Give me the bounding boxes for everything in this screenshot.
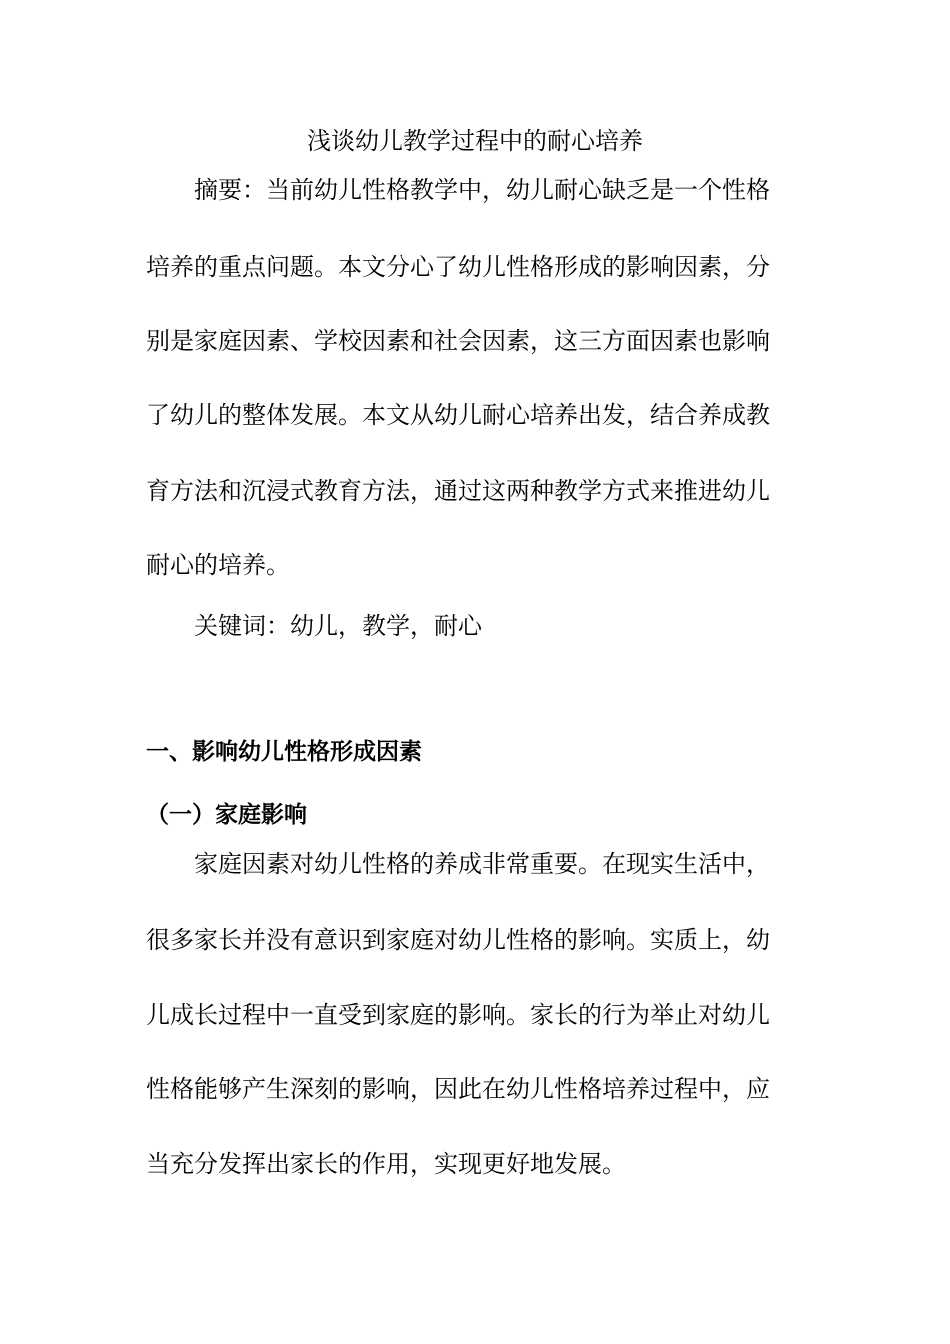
section-heading: 一、影响幼儿性格形成因素 <box>146 739 422 765</box>
subsection-heading: （一）家庭影响 <box>146 802 307 828</box>
body-line: 性格能够产生深刻的影响，因此在幼儿性格培养过程中，应 <box>146 1075 770 1103</box>
body-line: 儿成长过程中一直受到家庭的影响。家长的行为举止对幼儿 <box>146 1001 770 1029</box>
abstract-line: 了幼儿的整体发展。本文从幼儿耐心培养出发，结合养成教 <box>146 401 770 429</box>
abstract-line: 育方法和沉浸式教育方法，通过这两种教学方式来推进幼儿 <box>146 477 770 505</box>
document-title: 浅谈幼儿教学过程中的耐心培养 <box>307 127 643 155</box>
abstract-line: 别是家庭因素、学校因素和社会因素，这三方面因素也影响 <box>146 327 770 355</box>
body-line: 当充分发挥出家长的作用，实现更好地发展。 <box>146 1150 626 1178</box>
keywords-line: 关键词：幼儿，教学，耐心 <box>194 612 482 640</box>
abstract-line: 摘要：当前幼儿性格教学中，幼儿耐心缺乏是一个性格 <box>194 176 770 204</box>
body-line: 很多家长并没有意识到家庭对幼儿性格的影响。实质上，幼 <box>146 926 770 954</box>
abstract-line: 耐心的培养。 <box>146 551 290 579</box>
body-line: 家庭因素对幼儿性格的养成非常重要。在现实生活中， <box>194 850 770 878</box>
abstract-line: 培养的重点问题。本文分心了幼儿性格形成的影响因素，分 <box>146 253 770 281</box>
